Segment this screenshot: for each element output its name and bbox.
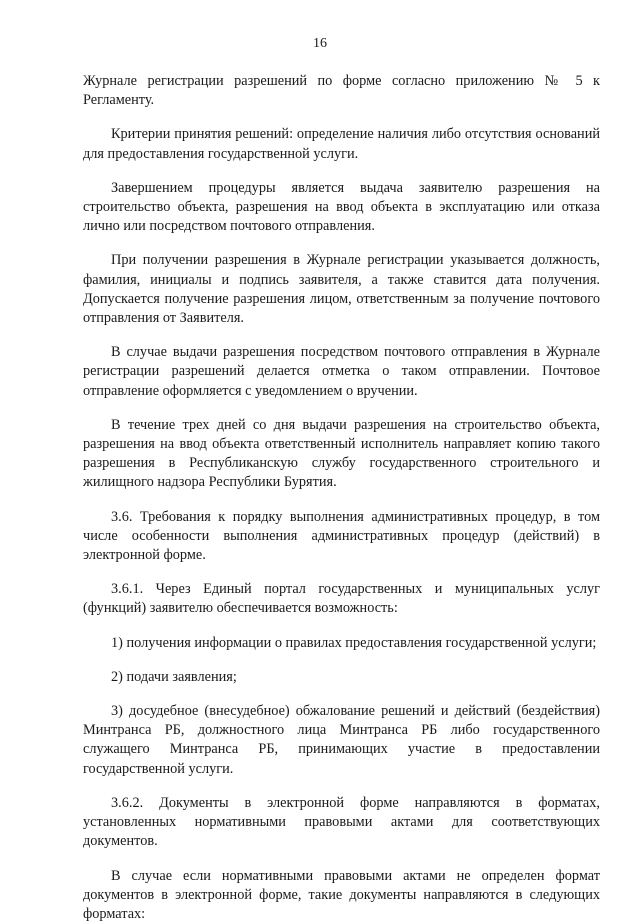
page-number: 16 (0, 36, 640, 52)
paragraph-journal-continuation: Журнале регистрации разрешений по форме согласно приложению № 5 к Регламенту. (83, 72, 600, 110)
list-item-3: 3) досудебное (внесудебное) обжалование решений и действий (бездействия) Минтранса РБ, должностного лица Минтранса РБ либо государственного служащего Минтранса РБ, принимающих участие в предоставлении государственной услуги. (83, 702, 600, 779)
paragraph-decision-criteria: Критерии принятия решений: определение наличия либо отсутствия оснований для предоставления государственной услуги. (83, 125, 600, 163)
section-3-6-1: 3.6.1. Через Единый портал государственных и муниципальных услуг (функций) заявителю обеспечивается возможность: (83, 580, 600, 618)
document-body (83, 72, 600, 924)
paragraph-procedure-completion: Завершением процедуры является выдача заявителю разрешения на строительство объекта, разрешения на ввод объекта в эксплуатацию или отказа лично или посредством почтового отправления. (83, 179, 600, 237)
section-3-6-2: 3.6.2. Документы в электронной форме направляются в форматах, установленных нормативными правовыми актами для соответствующих документов. (83, 794, 600, 852)
list-item-1: 1) получения информации о правилах предоставления государственной услуги; (83, 634, 600, 653)
paragraph-formats: В случае если нормативными правовыми актами не определен формат документов в электронной форме, такие документы направляются в следующих форматах: (83, 867, 600, 924)
paragraph-copy-to-supervision: В течение трех дней со дня выдачи разрешения на строительство объекта, разрешения на ввод объекта ответственный исполнитель направляет копию такого разрешения в Республиканскую службу государственного строительного и жилищного надзора Республики Бурятия. (83, 416, 600, 493)
paragraph-postal-delivery: В случае выдачи разрешения посредством почтового отправления в Журнале регистрации разрешений делается отметка о таком отправлении. Почтовое отправление оформляется с уведомлением о вручении. (83, 343, 600, 401)
section-3-6-heading: 3.6. Требования к порядку выполнения административных процедур, в том числе особенности выполнения административных процедур (действий) в электронной форме. (83, 508, 600, 566)
paragraph-receipt-registration: При получении разрешения в Журнале регистрации указывается должность, фамилия, инициалы и подпись заявителя, а также ставится дата получения. Допускается получение разрешения лицом, ответственным за получение почтового отправления от Заявителя. (83, 251, 600, 328)
list-item-2: 2) подачи заявления; (83, 668, 600, 687)
